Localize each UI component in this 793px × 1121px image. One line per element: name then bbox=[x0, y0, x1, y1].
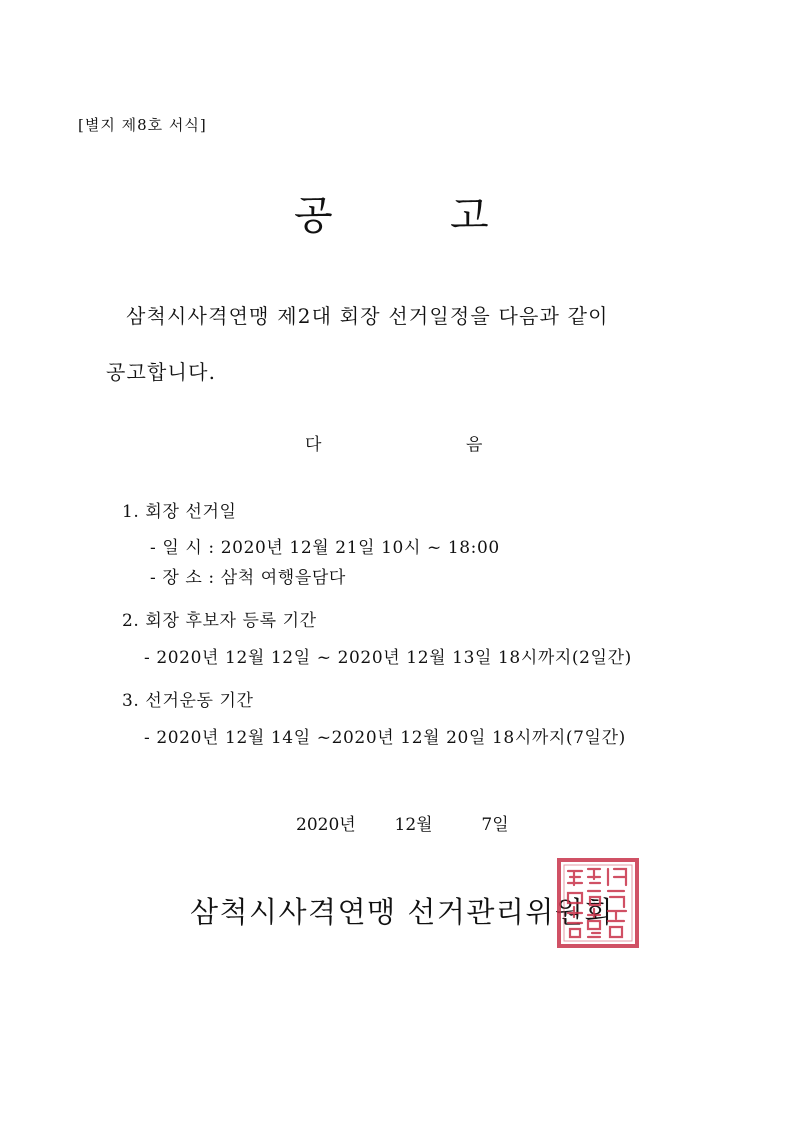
issue-date-month: 12월 bbox=[394, 815, 433, 835]
official-seal bbox=[556, 857, 640, 949]
intro-line-2: 공고합니다. bbox=[106, 360, 217, 384]
organization-name: 삼척시사격연맹 선거관리위원회 bbox=[190, 895, 614, 929]
heading-eum: 음 bbox=[466, 435, 483, 455]
heading-da: 다 bbox=[305, 435, 322, 455]
title-char-2: 고 bbox=[450, 193, 489, 239]
issue-date-year: 2020년 bbox=[296, 815, 356, 835]
intro-line-1: 삼척시사격연맹 제2대 회장 선거일정을 다음과 같이 bbox=[126, 304, 609, 328]
section-2-line-1: - 2020년 12월 12일 ~ 2020년 12월 13일 18시까지(2일간) bbox=[144, 648, 632, 668]
section-3-line-1: - 2020년 12월 14일 ~2020년 12월 20일 18시까지(7일간) bbox=[144, 728, 626, 748]
section-3-title: 3. 선거운동 기간 bbox=[122, 691, 254, 711]
section-1-line-1: - 일 시 : 2020년 12월 21일 10시 ~ 18:00 bbox=[150, 538, 500, 558]
section-1-title: 1. 회장 선거일 bbox=[122, 502, 237, 522]
form-label: [별지 제8호 서식] bbox=[78, 116, 207, 134]
issue-date bbox=[296, 810, 509, 835]
section-1-line-2: - 장 소 : 삼척 여행을담다 bbox=[150, 568, 346, 588]
section-2-title: 2. 회장 후보자 등록 기간 bbox=[122, 611, 317, 631]
issue-date-day: 7일 bbox=[481, 815, 509, 835]
title-char-1: 공 bbox=[294, 193, 333, 239]
